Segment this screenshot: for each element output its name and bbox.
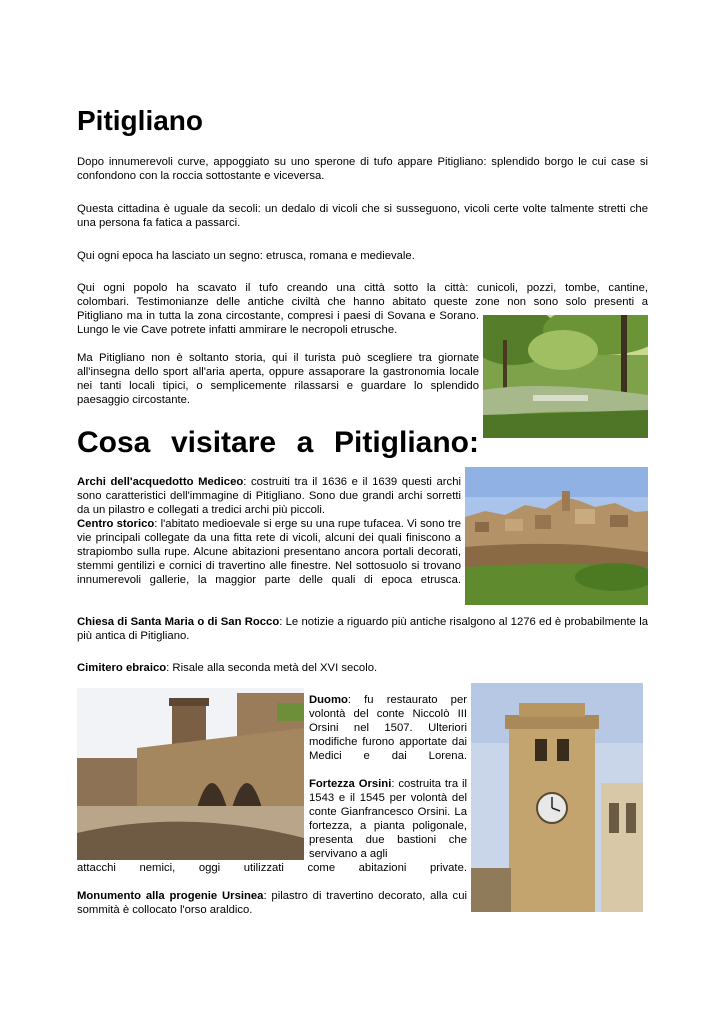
centro-label: Centro storico xyxy=(77,518,155,530)
intro-paragraph-1: Dopo innumerevoli curve, appoggiato su uno sperone di tufo appare Pitigliano: splendido borgo le cui case si confondono con la roccia sottostante e viceversa. xyxy=(77,156,648,182)
page-title: Pitigliano xyxy=(77,105,203,136)
fortezza-label: Fortezza Orsini xyxy=(309,778,392,790)
section-heading-cosa-visitare: Cosa visitare a Pitigliano: xyxy=(77,426,479,459)
duomo-paragraph xyxy=(309,693,467,763)
fortezza-paragraph xyxy=(309,777,467,861)
chiesa-paragraph xyxy=(77,615,648,643)
tourism-paragraph: Ma Pitigliano non è soltanto storia, qui il turista può scegliere tra giornate all'insegna dello sport all'aria aperta, oppure assaporare la gastronomia locale nei tanti locali tipici, o semplicemente rilassarsi e guardare lo splendido paesaggio circostante. xyxy=(77,352,479,406)
intro-paragraph-2: Questa cittadina è uguale da secoli: un dedalo di vicoli che si susseguono, vicoli certe volte talmente stretti che una persona fa fatica a passarci. xyxy=(77,203,648,229)
centro-text: : l'abitato medioevale si erge su una rupe tufacea. Vi sono tre vie principali collegate da una fitta rete di vicoli, alcuni dei quali finiscono a strapiombo sulla rupe. Alcune abitazioni presentano ancora portali decorati, stemmi gentilizi e cornici di travertino alle finestre. Nel sottosuolo si trovano innumerevoli gallerie, la maggior parte delle quali di epoca etrusca. xyxy=(77,518,461,586)
underground-paragraph-line2: colombari. Testimonianze delle antiche civiltà che hanno abitato queste zone non sono solo presenti a xyxy=(77,296,648,308)
chiesa-text: : Le notizie a riguardo più antiche risalgono al 1276 ed è probabilmente la più antica di Pitigliano. xyxy=(77,616,648,642)
centro-storico-paragraph xyxy=(77,517,461,587)
underground-paragraph-line1: Qui ogni popolo ha scavato il tufo creando una città sotto la città: cunicoli, pozzi, tombe, cantine, xyxy=(77,282,648,294)
monumento-text: : pilastro di travertino decorato, alla cui sommità è collocato l'orso araldico. xyxy=(77,890,467,916)
fortezza-tail: attacchi nemici, oggi utilizzati come abitazioni private. xyxy=(77,862,467,874)
arches-street-photo xyxy=(77,688,304,860)
cimitero-label: Cimitero ebraico xyxy=(77,662,167,674)
chiesa-label: Chiesa di Santa Maria o di San Rocco xyxy=(77,616,280,628)
clock-tower-photo xyxy=(471,683,643,912)
cimitero-text: : Risale alla seconda metà del XVI secolo. xyxy=(166,662,378,674)
river-landscape-photo xyxy=(483,315,648,438)
intro-paragraph-3: Qui ogni epoca ha lasciato un segno: etrusca, romana e medievale. xyxy=(77,250,415,262)
archi-acquedotto-paragraph xyxy=(77,475,461,517)
archi-text: : costruiti tra il 1636 e il 1639 questi archi sono caratteristici dell'immagine di Pitigliano. Sono due grandi archi sorretti da un pilastro e collegati a tredici archi più piccoli. xyxy=(77,476,462,516)
cimitero-paragraph xyxy=(77,661,648,675)
town-on-cliff-photo xyxy=(465,467,648,605)
monumento-label: Monumento alla progenie Ursinea xyxy=(77,890,264,902)
fortezza-text: : costruita tra il 1543 e il 1545 per volontà del conte Gianfrancesco Orsini. La fortezza, a pianta poligonale, presenta due bastioni che servivano a agli xyxy=(309,778,467,860)
duomo-text: : fu restaurato per volontà del conte Niccolò III Orsini nel 1507. Ulteriori modifiche furono apportate dai Medici e dai Lorena. xyxy=(309,694,467,762)
archi-label: Archi dell'acquedotto Mediceo xyxy=(77,476,244,488)
monumento-paragraph xyxy=(77,889,467,917)
underground-paragraph-rest: Pitigliano ma in tutta la zona circostante, compresi i paesi di Sovana e Sorano. Lungo le vie Cave potrete infatti ammirare le necropoli etrusche. xyxy=(77,310,479,336)
duomo-label: Duomo xyxy=(309,694,348,706)
